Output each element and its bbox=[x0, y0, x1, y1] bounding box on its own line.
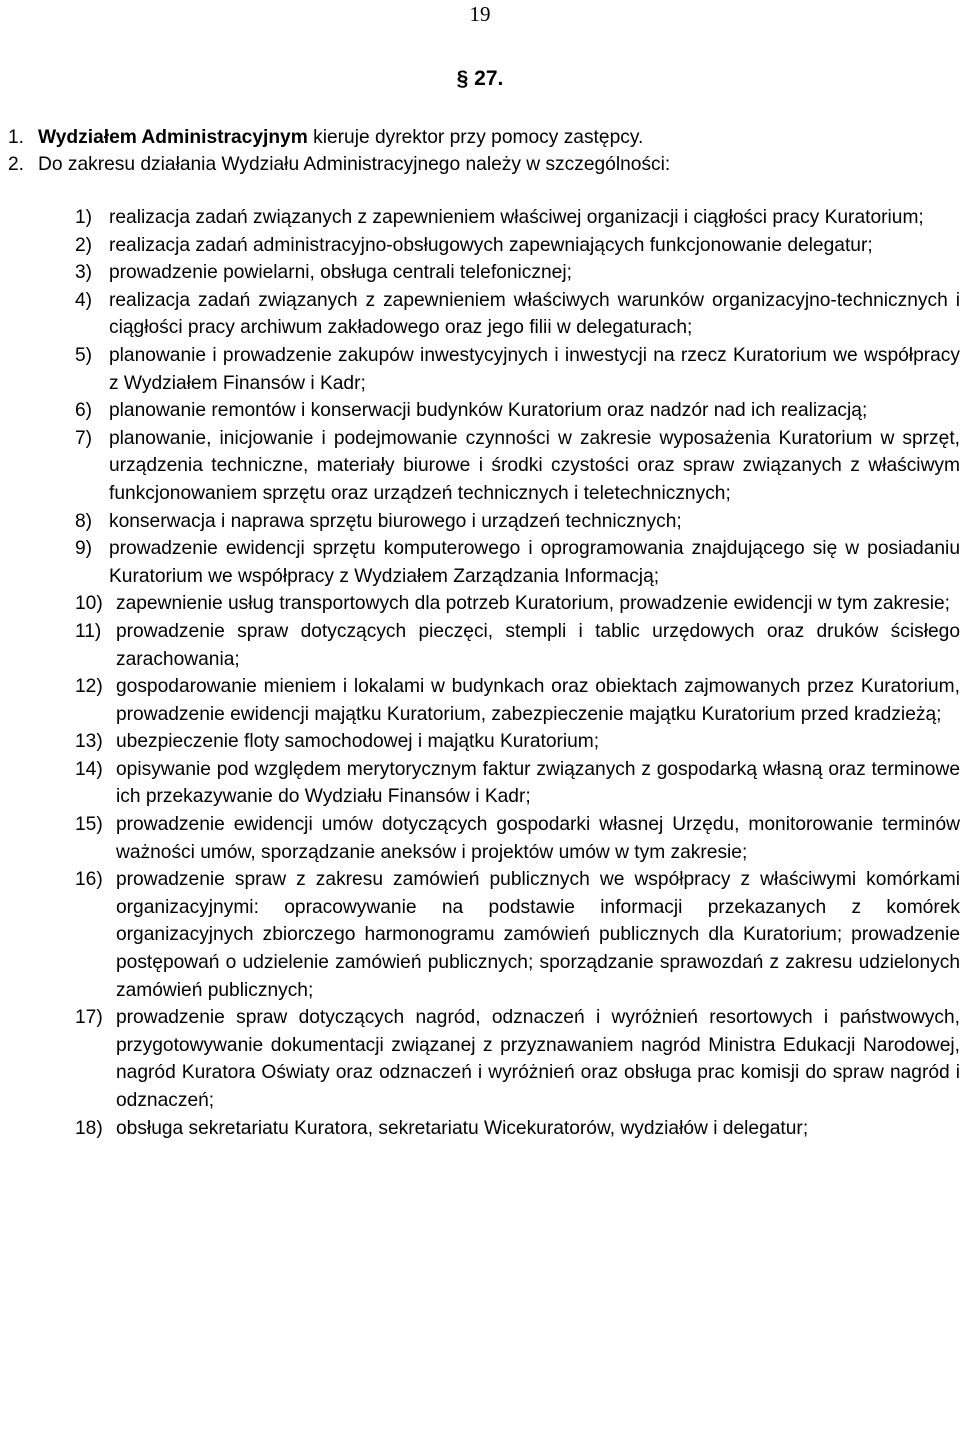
duty-number: 5) bbox=[75, 344, 93, 366]
duty-number: 13) bbox=[75, 731, 103, 753]
duty-number: 8) bbox=[75, 510, 93, 532]
intro-item bbox=[0, 124, 960, 151]
duty-text: opisywanie pod względem merytorycznym faktur związanych z gospodarką własną oraz terminowe ich przekazywanie do Wydziału Finansów i Kadr; bbox=[116, 758, 960, 808]
duty-number: 6) bbox=[75, 400, 93, 422]
duty-number: 17) bbox=[75, 1007, 103, 1029]
duty-number: 11) bbox=[75, 620, 102, 642]
duty-item bbox=[75, 232, 960, 260]
unit-name: Wydziałem Administracyjnym bbox=[38, 127, 308, 148]
duty-item bbox=[75, 342, 960, 397]
duty-number: 7) bbox=[75, 427, 93, 449]
intro-item-number: 1. bbox=[8, 127, 25, 148]
duty-item bbox=[75, 866, 960, 1004]
duty-text: prowadzenie powielarni, obsługa centrali telefonicznej; bbox=[109, 262, 572, 284]
duty-item bbox=[75, 259, 960, 287]
duty-text: realizacja zadań związanych z zapewnieniem właściwych warunków organizacyjno-technicznych i ciągłości pracy archiwum zakładowego oraz jego filii w delegaturach; bbox=[109, 289, 960, 339]
intro-item bbox=[0, 151, 960, 178]
duty-text: prowadzenie ewidencji umów dotyczących gospodarki własnej Urzędu, monitorowanie terminów ważności umów, sporządzanie aneksów i projektów umów w tym zakresie; bbox=[116, 814, 960, 863]
duty-item bbox=[75, 204, 960, 232]
duty-number: 10) bbox=[75, 593, 103, 615]
duty-number: 15) bbox=[75, 814, 103, 836]
duty-text: planowanie, inicjowanie i podejmowanie czynności w zakresie wyposażenia Kuratorium w sprzęt, urządzenia techniczne, materiały biurowe i środki czystości oraz spraw związanych z właściwym funkcjonowaniem sprzętu oraz urządzeń technicznych i teletechnicznych; bbox=[109, 427, 960, 504]
duty-number: 2) bbox=[75, 234, 93, 256]
duty-item bbox=[75, 425, 960, 508]
duty-number: 3) bbox=[75, 262, 93, 284]
duty-item bbox=[75, 673, 960, 728]
duty-item bbox=[75, 1115, 960, 1143]
duty-text: obsługa sekretariatu Kuratora, sekretariatu Wicekuratorów, wydziałów i delegatur; bbox=[116, 1117, 809, 1139]
duty-text: gospodarowanie mieniem i lokalami w budynkach oraz obiektach zajmowanych przez Kuratorium, prowadzenie ewidencji majątku Kuratorium, zabezpieczenie majątku Kuratorium przed kradzieżą; bbox=[116, 676, 960, 725]
duty-text: prowadzenie spraw z zakresu zamówień publicznych we współpracy z właściwymi komórkami organizacyjnymi: opracowywanie na podstawie informacji przekazanych z komórek organizacyjnych zbiorczego harmonogramu zamówień publicznych dla Kuratorium; prowadzenie postępowań o udzielenie zamówień publicznych; sporządzanie sprawozdań z zakresu udzielonych zamówień publicznych; bbox=[116, 869, 960, 1001]
duty-number: 9) bbox=[75, 538, 93, 560]
page-number: 19 bbox=[469, 2, 491, 26]
duty-number: 12) bbox=[75, 676, 103, 698]
duty-text: planowanie i prowadzenie zakupów inwestycyjnych i inwestycji na rzecz Kuratorium we współpracy z Wydziałem Finansów i Kadr; bbox=[109, 344, 960, 394]
duty-text: prowadzenie spraw dotyczących pieczęci, stempli i tablic urzędowych oraz druków ścisłego zarachowania; bbox=[116, 620, 960, 670]
duty-item bbox=[75, 508, 960, 536]
duty-number: 4) bbox=[75, 289, 93, 311]
duty-item bbox=[75, 728, 960, 756]
intro-item-rest: kieruje dyrektor przy pomocy zastępcy. bbox=[307, 127, 644, 148]
duties-list bbox=[75, 204, 960, 1142]
duty-item bbox=[75, 811, 960, 866]
duty-number: 1) bbox=[75, 207, 93, 228]
duty-text: realizacja zadań związanych z zapewnieniem właściwej organizacji i ciągłości pracy Kuratorium; bbox=[109, 207, 924, 228]
duty-text: prowadzenie ewidencji sprzętu komputerowego i oprogramowania znajdującego się w posiadaniu Kuratorium we współpracy z Wydziałem Zarządzania Informacją; bbox=[109, 538, 960, 587]
duty-item bbox=[75, 1004, 960, 1114]
duty-item bbox=[75, 287, 960, 342]
duty-number: 18) bbox=[75, 1117, 103, 1139]
section-heading: § 27. bbox=[456, 67, 504, 90]
intro-item-number: 2. bbox=[8, 154, 25, 175]
duty-text: konserwacja i naprawa sprzętu biurowego i urządzeń technicznych; bbox=[109, 510, 682, 532]
duty-text: prowadzenie spraw dotyczących nagród, odznaczeń i wyróżnień resortowych i państwowych, przygotowywanie dokumentacji związanej z przyznawaniem nagród Ministra Edukacji Narodowej, nagród Kuratora Oświaty oraz odznaczeń i wyróżnień oraz obsługa prac komisji do spraw nagród i odznaczeń; bbox=[116, 1007, 960, 1111]
duty-item bbox=[75, 618, 960, 673]
duty-item bbox=[75, 535, 960, 590]
intro-list bbox=[0, 124, 960, 178]
duty-text: ubezpieczenie floty samochodowej i majątku Kuratorium; bbox=[116, 731, 600, 753]
intro-item-text bbox=[38, 124, 643, 151]
intro-item-text: Do zakresu działania Wydziału Administracyjnego należy w szczególności: bbox=[38, 154, 671, 175]
duty-item bbox=[75, 590, 960, 618]
duty-item bbox=[75, 397, 960, 425]
duty-number: 14) bbox=[75, 758, 103, 780]
duty-text: planowanie remontów i konserwacji budynków Kuratorium oraz nadzór nad ich realizacją; bbox=[109, 400, 868, 422]
duty-text: realizacja zadań administracyjno-obsługowych zapewniających funkcjonowanie delegatur; bbox=[109, 234, 873, 256]
duty-text: zapewnienie usług transportowych dla potrzeb Kuratorium, prowadzenie ewidencji w tym zakresie; bbox=[116, 593, 951, 615]
duty-item bbox=[75, 756, 960, 811]
duty-number: 16) bbox=[75, 869, 103, 891]
